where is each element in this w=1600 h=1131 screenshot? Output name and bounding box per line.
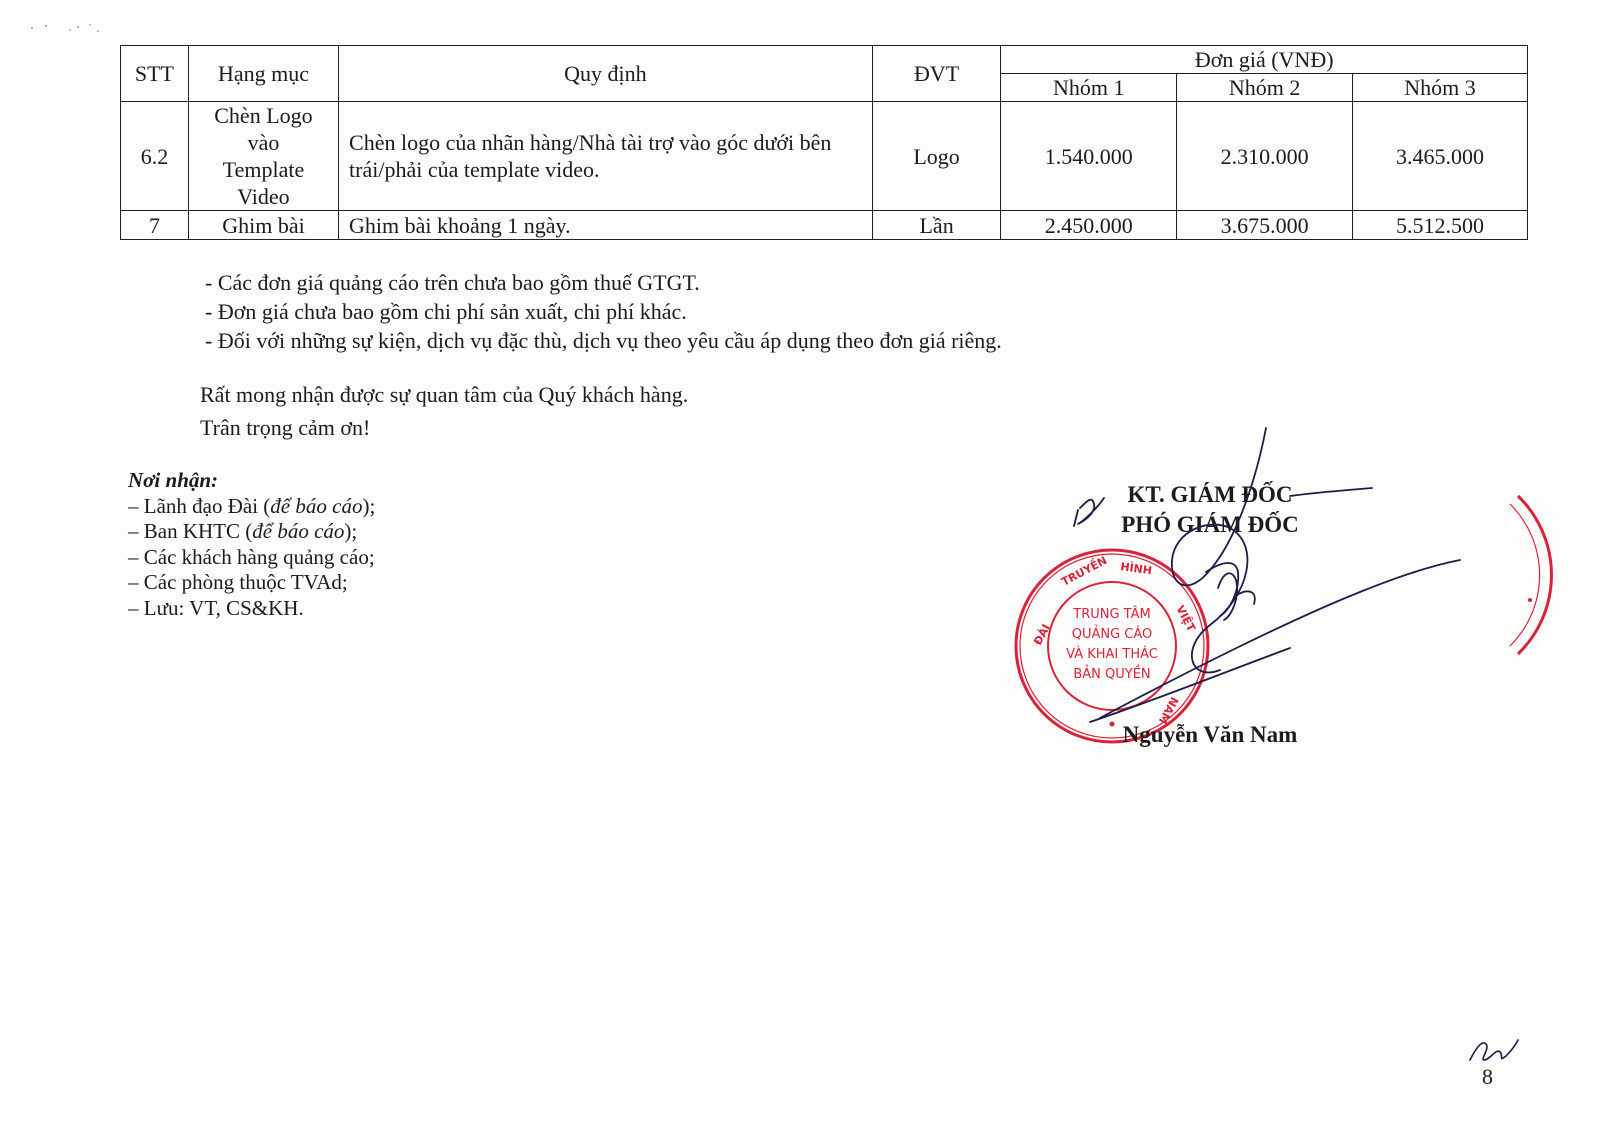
- scan-specks: [28, 18, 108, 38]
- signer-name: Nguyễn Văn Nam: [1122, 722, 1298, 747]
- category-line: vào: [247, 130, 280, 155]
- category-line: Template: [222, 157, 305, 182]
- note-line: - Đơn giá chưa bao gồm chi phí sản xuất, chi phí khác.: [205, 299, 687, 324]
- svg-text:ĐÀI: ĐÀI: [1031, 622, 1053, 648]
- table-row: [121, 211, 1528, 240]
- cell-stt: 6.2: [121, 102, 189, 211]
- category-line: Chèn Logo: [214, 103, 313, 128]
- stamp-line: VÀ KHAI THÁC: [1066, 647, 1158, 662]
- recipients-heading: Nơi nhận:: [128, 468, 219, 492]
- cell-group3: 3.465.000: [1353, 102, 1528, 211]
- closing-line: Rất mong nhận được sự quan tâm của Quý khách hàng.: [200, 382, 689, 407]
- svg-text:TRUYỀN: TRUYỀN: [1059, 553, 1110, 589]
- recipient-item: – Các khách hàng quảng cáo;: [128, 544, 375, 569]
- closing-text: [200, 378, 688, 444]
- category-line: Video: [237, 184, 290, 209]
- signature-title-line1: KT. GIÁM ĐỐC: [1127, 482, 1293, 507]
- cell-rule: Ghim bài khoảng 1 ngày.: [339, 211, 873, 240]
- header-group3: Nhóm 3: [1353, 74, 1528, 102]
- price-notes: [205, 268, 1002, 355]
- cell-unit: Lần: [872, 211, 1001, 240]
- second-stamp-edge: [1500, 490, 1560, 660]
- header-group1: Nhóm 1: [1001, 74, 1177, 102]
- stamp-line: BẢN QUYỀN: [1073, 667, 1151, 682]
- recipient-item: – Lưu: VT, CS&KH.: [128, 595, 304, 620]
- closing-line: Trân trọng cảm ơn!: [200, 415, 371, 440]
- recipients-block: [128, 468, 375, 621]
- header-category: Hạng mục: [188, 46, 338, 102]
- header-stt: STT: [121, 46, 189, 102]
- stamp-line: QUẢNG CÁO: [1071, 627, 1153, 642]
- cell-group2: 2.310.000: [1177, 102, 1353, 211]
- cell-category: [188, 102, 338, 211]
- svg-text:HÌNH: HÌNH: [1119, 560, 1153, 578]
- note-line: - Các đơn giá quảng cáo trên chưa bao gồm thuế GTGT.: [205, 270, 700, 295]
- cell-group3: 5.512.500: [1353, 211, 1528, 240]
- cell-group2: 3.675.000: [1177, 211, 1353, 240]
- page-number: 8: [1482, 1064, 1493, 1089]
- svg-text:NAM: NAM: [1155, 694, 1181, 727]
- header-unit: ĐVT: [872, 46, 1001, 102]
- handwritten-signature: [1060, 420, 1480, 740]
- price-table: [120, 45, 1528, 240]
- svg-text:VIỆT: VIỆT: [1173, 603, 1198, 634]
- cell-group1: 2.450.000: [1001, 211, 1177, 240]
- signature-title-line2: PHÓ GIÁM ĐỐC: [1121, 512, 1299, 537]
- cell-rule: Chèn logo của nhãn hàng/Nhà tài trợ vào góc dưới bên trái/phải của template video.: [339, 102, 873, 211]
- cell-unit: Logo: [872, 102, 1001, 211]
- recipient-item: – Ban KHTC (để báo cáo);: [128, 519, 358, 543]
- table-row: [121, 102, 1528, 211]
- recipient-item: – Các phòng thuộc TVAd;: [128, 570, 348, 594]
- recipient-item: – Lãnh đạo Đài (để báo cáo);: [128, 493, 376, 518]
- stamp-line: TRUNG TÂM: [1073, 607, 1151, 622]
- note-line: - Đối với những sự kiện, dịch vụ đặc thù, dịch vụ theo yêu cầu áp dụng theo đơn giá riêng.: [205, 328, 1002, 353]
- cell-stt: 7: [121, 211, 189, 240]
- header-group2: Nhóm 2: [1177, 74, 1353, 102]
- cell-category: Ghim bài: [188, 211, 338, 240]
- cell-group1: 1.540.000: [1001, 102, 1177, 211]
- header-rule: Quy định: [339, 46, 873, 102]
- header-price-group: Đơn giá (VNĐ): [1001, 46, 1528, 74]
